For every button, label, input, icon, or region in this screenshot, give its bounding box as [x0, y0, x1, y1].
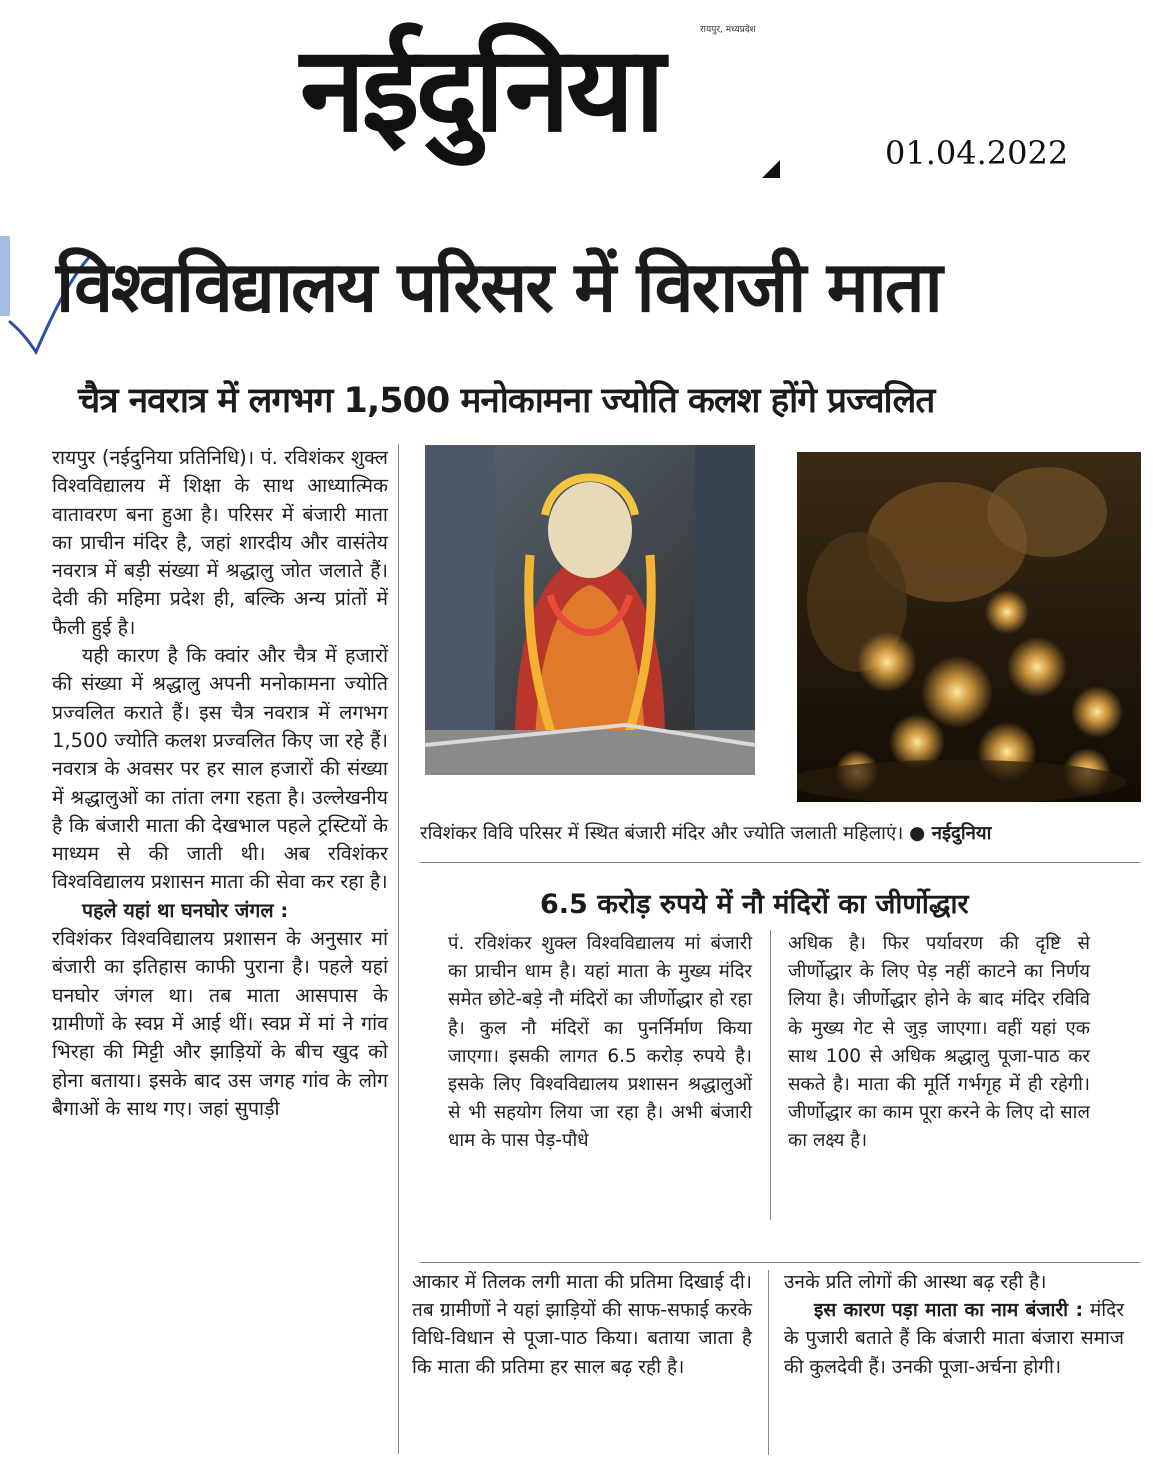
continuation-column-1	[412, 1268, 752, 1381]
article-subheadline: चैत्र नवरात्र में लगभग 1,500 मनोकामना ज्योति कलश होंगे प्रज्वलित	[78, 381, 935, 421]
substory-heading: 6.5 करोड़ रुपये में नौ मंदिरों का जीर्णोद्धार	[540, 889, 969, 920]
paragraph: अधिक है। फिर पर्यावरण की दृष्टि से जीर्णोद्धार के लिए पेड़ नहीं काटने का निर्णय लिया है। जीर्णोद्धार होने के बाद मंदिर रविवि के मुख्य गेट से जुड़ जाएगा। वहीं यहां एक साथ 100 से अधिक श्रद्धालु पूजा-पाठ कर सकते है। माता की मूर्ति गर्भगृह में ही रहेगी। जीर्णोद्धार का काम पूरा करने के लिए दो साल का लक्ष्य है।	[788, 933, 1090, 1152]
paragraph: रायपुर (नईदुनिया प्रतिनिधि)। पं. रविशंकर शुक्ल विश्वविद्यालय में शिक्षा के साथ आध्यात्मिक वातावरण बना हुआ है। परिसर में बंजारी माता का प्राचीन मंदिर है, जहां शारदीय और वासंतेय नवरात्र में बड़ी संख्या में श्रद्धालु जोत जलाते हैं। देवी की महिमा प्रदेश ही, बल्कि अन्य प्रांतों में फैली हुई है।	[52, 446, 388, 639]
divider	[420, 1262, 1140, 1263]
jyoti-lamps-photo	[797, 452, 1141, 802]
caption-text: रविशंकर विवि परिसर में स्थित बंजारी मंदिर और ज्योति जलाती महिलाएं।	[420, 823, 904, 844]
paragraph: रविशंकर विश्वविद्यालय प्रशासन के अनुसार मां बंजारी का इतिहास काफी पुराना है। पहले यहां घनघोर जंगल था। तब माता आसपास के ग्रामीणों के स्वप्न में आई थीं। स्वप्न में मां ने गांव भिरहा की मिट्टी और झाड़ियों के बीच खुद को होना बताया। इसके बाद उस जगह गांव के लोग बैगाओं के साथ गए। जहां सुपाड़ी	[52, 927, 388, 1120]
newspaper-masthead: नईदुनिया	[300, 20, 662, 158]
caption-credit: ● नईदुनिया	[909, 823, 992, 844]
divider	[420, 862, 1140, 863]
column-divider	[768, 1270, 769, 1455]
section-lead: पहले यहां था घनघोर जंगल :	[82, 898, 289, 922]
photo-caption	[420, 820, 1140, 845]
article-column-1	[52, 444, 388, 1123]
continuation-column-2	[784, 1268, 1124, 1381]
corner-mark	[762, 160, 780, 178]
column-divider	[770, 930, 771, 1220]
paragraph: उनके प्रति लोगों की आस्था बढ़ रही है।	[784, 1271, 1047, 1293]
column-divider	[398, 444, 399, 1454]
paragraph: आकार में तिलक लगी माता की प्रतिमा दिखाई दी। तब ग्रामीणों ने यहां झाड़ियों की साफ-सफाई करके विधि-विधान से पूजा-पाठ किया। बताया जाता है कि माता की प्रतिमा हर साल बढ़ रही है।	[412, 1271, 752, 1378]
paragraph: यही कारण है कि क्वांर और चैत्र में हजारों की संख्या में श्रद्धालु अपनी मनोकामना ज्योति प्रज्वलित कराते हैं। इस चैत्र नवरात्र में लगभग 1,500 ज्योति कलश प्रज्वलित किए जा रहे हैं। नवरात्र के अवसर पर हर साल हजारों की संख्या में श्रद्धालुओं का तांता लगा रहता है। उल्लेखनीय है कि बंजारी माता की देखभाल पहले ट्रस्टियों के माध्यम से की जाती थी। अब रविशंकर विश्वविद्यालय प्रशासन माता की सेवा कर रहा है।	[52, 644, 388, 894]
paragraph: पं. रविशंकर शुक्ल विश्वविद्यालय मां बंजारी का प्राचीन धाम है। यहां माता के मुख्य मंदिर समेत छोटे-बड़े नौ मंदिरों का जीर्णोद्धार हो रहा है। कुल नौ मंदिरों का पुनर्निर्माण किया जाएगा। इसकी लागत 6.5 करोड़ रुपये है। इसके लिए विश्वविद्यालय प्रशासन श्रद्धालुओं से भी सहयोग लिया जा रहा है। अभी बंजारी धाम के पास पेड़-पौधे	[448, 933, 752, 1152]
article-headline: विश्वविद्यालय परिसर में विराजी माता	[56, 246, 941, 328]
paragraph: मंदिर के पुजारी बताते हैं कि बंजारी माता बंजारा समाज की कुलदेवी हैं। उनकी पूजा-अर्चना होगी।	[784, 1299, 1124, 1378]
section-lead: इस कारण पड़ा माता का नाम बंजारी :	[814, 1299, 1084, 1322]
substory-column-2	[788, 930, 1090, 1156]
substory-column-1	[448, 930, 752, 1156]
temple-idol-photo	[425, 445, 755, 775]
masthead-tagline: रायपुर, मध्यप्रदेश	[700, 25, 756, 35]
issue-date: 01.04.2022	[885, 134, 1069, 172]
